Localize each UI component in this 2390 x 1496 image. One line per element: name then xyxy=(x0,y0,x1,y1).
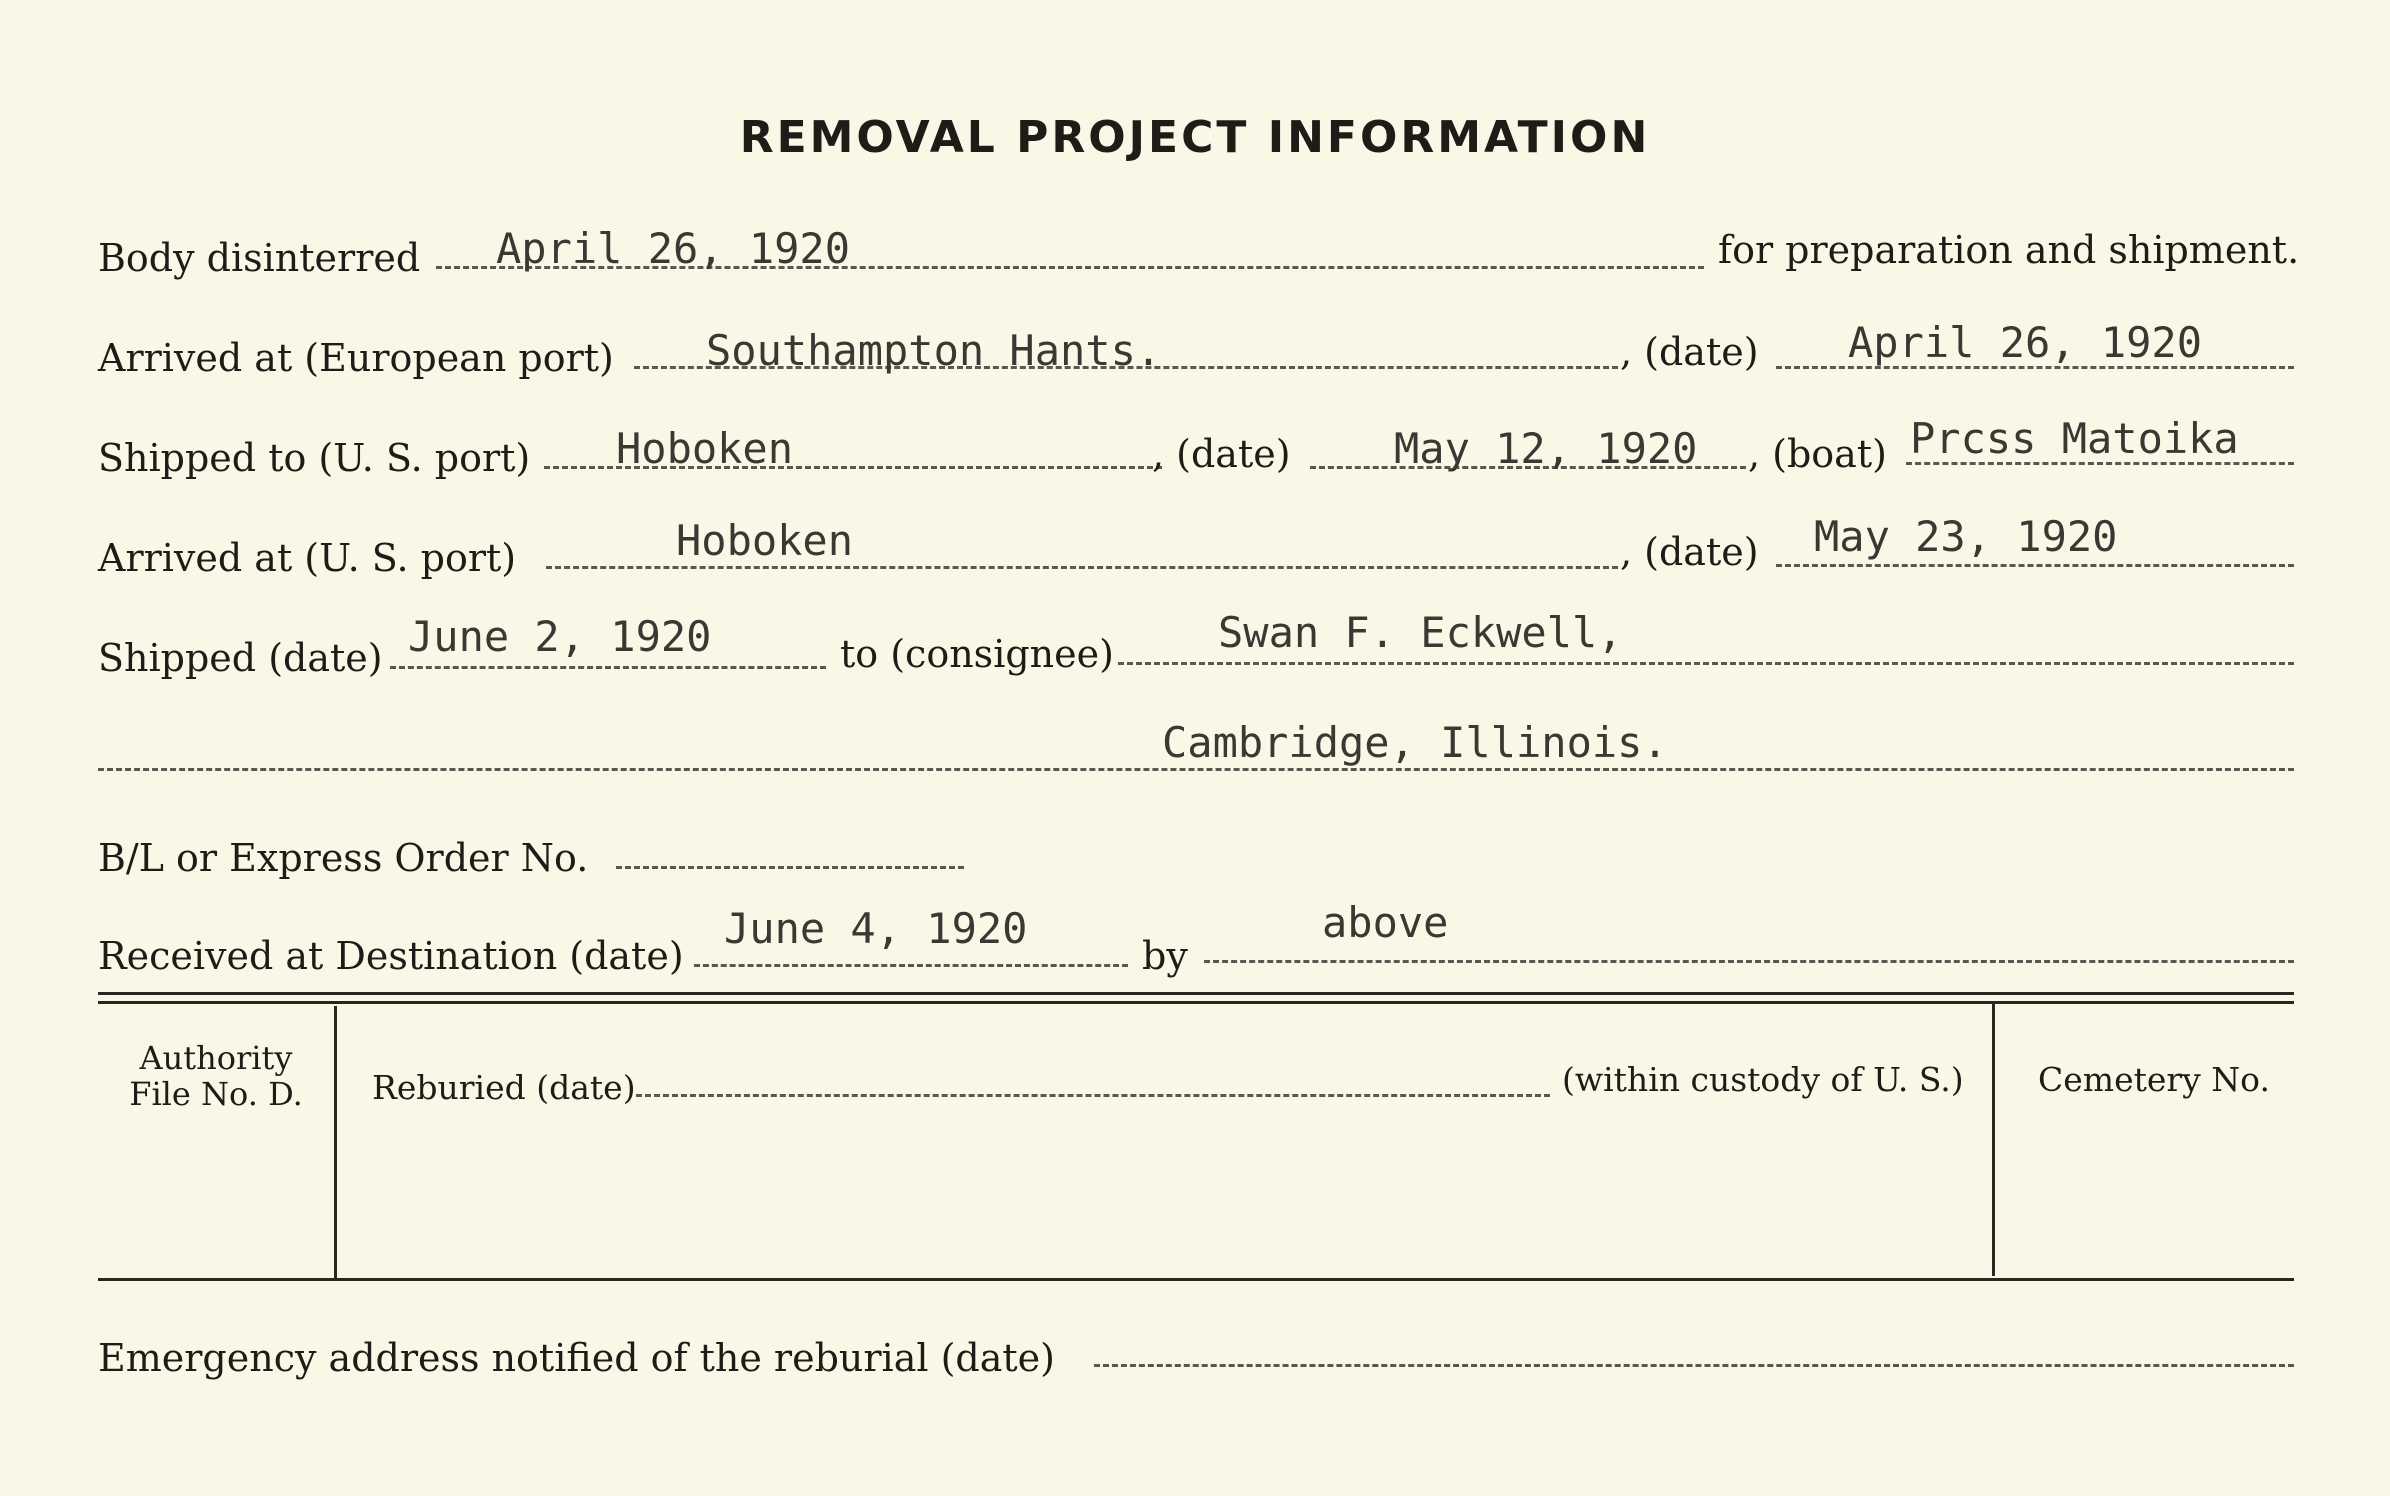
within-custody-label: (within custody of U. S.) xyxy=(1562,1060,1964,1099)
consignee-value: Swan F. Eckwell, xyxy=(1218,608,1623,657)
authority-label xyxy=(98,1040,334,1112)
us-port-arrived-value: Hoboken xyxy=(676,516,854,565)
shipped-to-us-label: Shipped to (U. S. port) xyxy=(98,436,531,480)
received-by-value: above xyxy=(1322,898,1449,947)
shipped-date-value: May 12, 1920 xyxy=(1394,424,1698,473)
divider-left xyxy=(334,1006,337,1280)
shipped-out-value: June 2, 1920 xyxy=(408,612,712,661)
arrived-date-value: May 23, 1920 xyxy=(1814,512,2118,561)
by-label: by xyxy=(1142,934,1188,978)
boat-label: , (boat) xyxy=(1748,432,1887,476)
reburied-label: Reburied (date) xyxy=(372,1068,636,1107)
cemetery-no-label: Cemetery No. xyxy=(2038,1060,2270,1099)
double-rule-top xyxy=(98,992,2294,995)
consignee-address-value: Cambridge, Illinois. xyxy=(1162,718,1668,767)
bl-order-label: B/L or Express Order No. xyxy=(98,836,589,880)
divider-right xyxy=(1992,1004,1995,1276)
double-rule-bottom xyxy=(98,1001,2294,1004)
european-port-value: Southampton Hants. xyxy=(706,326,1162,375)
shipped-date-label: , (date) xyxy=(1152,432,1291,476)
card-title: REMOVAL PROJECT INFORMATION xyxy=(739,112,1651,163)
received-destination-label: Received at Destination (date) xyxy=(98,934,684,978)
consignee-line xyxy=(1118,662,2294,665)
arrived-european-label: Arrived at (European port) xyxy=(98,336,614,380)
arrived-date-line xyxy=(1776,564,2294,567)
boat-value: Prcss Matoika xyxy=(1910,414,2239,463)
arrived-us-label: Arrived at (U. S. port) xyxy=(98,536,517,580)
preparation-label: for preparation and shipment. xyxy=(1718,228,2300,272)
received-date-value: June 4, 1920 xyxy=(724,904,1028,953)
authority-label-line1: Authority xyxy=(139,1039,293,1077)
bl-order-line xyxy=(616,866,964,869)
us-port-shipped-value: Hoboken xyxy=(616,424,794,473)
us-port-arrived-line xyxy=(546,566,1618,569)
shipped-out-label: Shipped (date) xyxy=(98,636,383,680)
arrived-date-label: , (date) xyxy=(1620,530,1759,574)
shipped-out-line xyxy=(390,666,826,669)
body-disinterred-label: Body disinterred xyxy=(98,236,421,280)
reburied-date-line xyxy=(636,1094,1550,1097)
emergency-label: Emergency address notified of the reburial (date) xyxy=(98,1336,1055,1380)
received-by-line xyxy=(1204,960,2294,963)
authority-label-line2: File No. D. xyxy=(129,1075,303,1113)
bottom-rule xyxy=(98,1278,2294,1281)
emergency-date-line xyxy=(1094,1364,2294,1367)
consignee-address-line xyxy=(98,768,2294,771)
body-disinterred-value: April 26, 1920 xyxy=(496,224,851,273)
received-date-line xyxy=(694,964,1128,967)
consignee-label: to (consignee) xyxy=(840,632,1114,676)
european-date-label: , (date) xyxy=(1620,330,1759,374)
european-date-value: April 26, 1920 xyxy=(1848,318,2203,367)
